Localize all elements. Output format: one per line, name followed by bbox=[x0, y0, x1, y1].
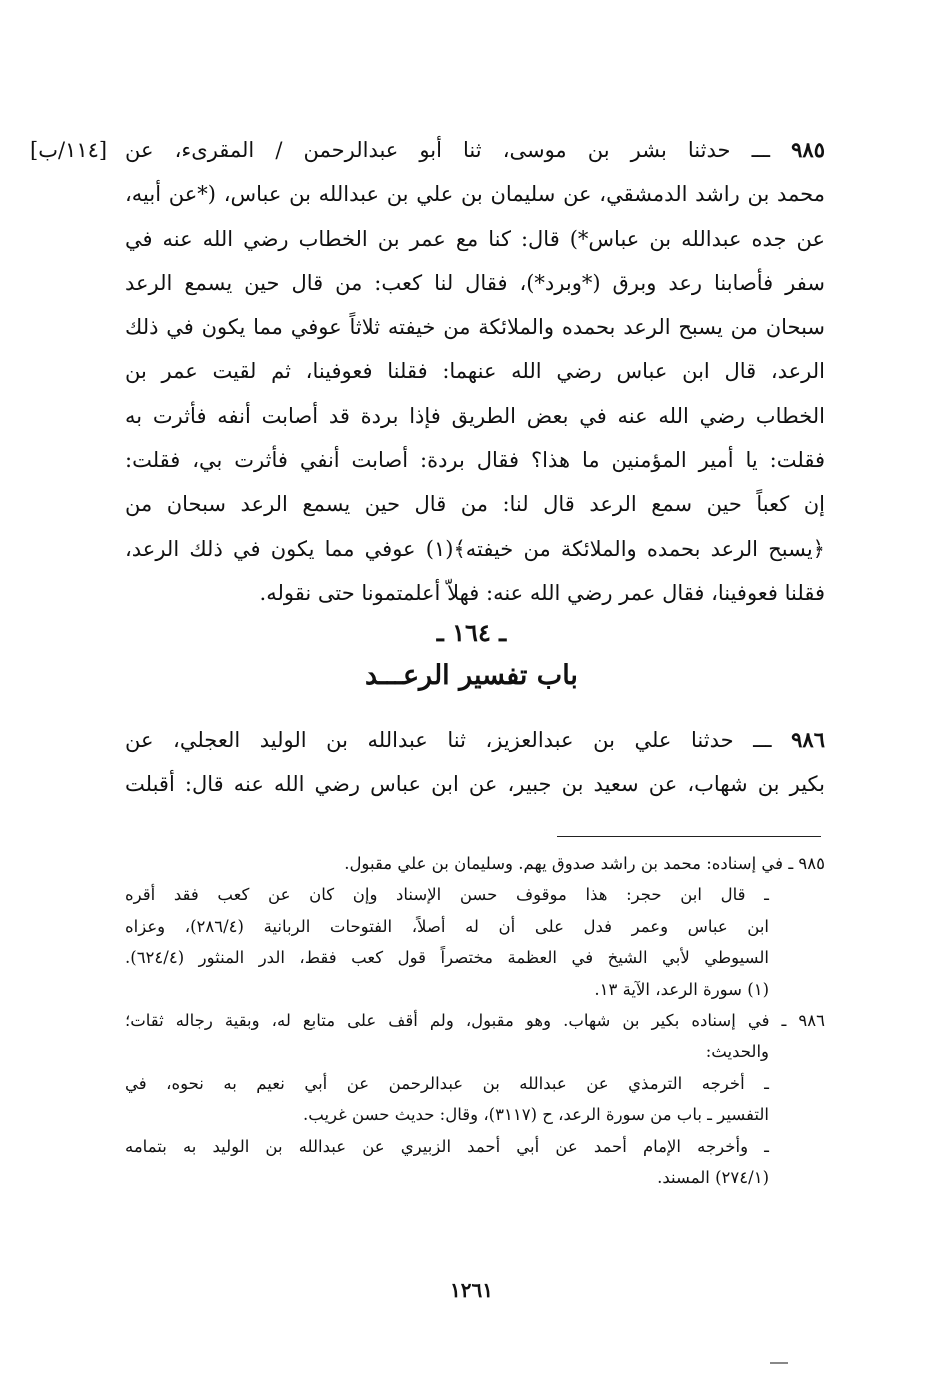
footnote-985-line: ـ قال ابن حجر: هذا موقوف حسن الإسناد وإن كان عن كعب فقد أقره bbox=[125, 885, 769, 905]
footnote-986-line: التفسير ـ باب من سورة الرعد، ح (٣١١٧)، وقال: حديث حسن غريب. bbox=[303, 1105, 769, 1125]
hadith-985-line: سبحان من يسبح الرعد بحمده والملائكة من خيفته ثلاثاً عوفي مما يكون في ذلك bbox=[125, 315, 825, 340]
hadith-985-line: فقلت: يا أمير المؤمنين ما هذا؟ فقال بردة: أصابت أنفي فأثرت بي، فقلت: bbox=[125, 448, 825, 473]
page-number: ١٢٦١ bbox=[450, 1278, 493, 1302]
manuscript-folio-ref: [١١٤/ب] bbox=[30, 138, 108, 162]
hadith-985-line: الرعد، قال ابن عباس رضي الله عنهما: فقلنا فعوفينا، ثم لقيت عمر بن bbox=[125, 359, 825, 384]
footnote-986-line: ٩٨٦ ـ في إسناده بكير بن شهاب. وهو مقبول، ولم أقف على متابع له، وبقية رجاله ثقات؛ bbox=[125, 1011, 825, 1031]
chapter-title: باب تفسير الرعـــد bbox=[365, 660, 578, 691]
footnote-divider bbox=[557, 836, 821, 837]
footnote-986-line: (٢٧٤/١) المسند. bbox=[657, 1168, 769, 1188]
hadith-985-line: سفر فأصابنا رعد وبرق (*وبرد*)، فقال لنا كعب: من قال حين يسمع الرعد bbox=[125, 270, 825, 295]
footnote-986-line: والحديث: bbox=[705, 1042, 769, 1062]
hadith-985-line: إن كعباً حين سمع الرعد قال لنا: من قال حين يسمع الرعد سبحان من bbox=[125, 492, 825, 517]
hadith-985-line: ﴿يسبح الرعد بحمده والملائكة من خيفته﴾(١) عوفي مما يكون في ذلك الرعد، bbox=[125, 536, 825, 561]
scan-mark bbox=[770, 1362, 788, 1364]
footnote-985-line: ٩٨٥ ـ في إسناده: محمد بن راشد صدوق يهم. وسليمان بن علي مقبول. bbox=[344, 854, 825, 873]
hadith-986-number: ٩٨٦ bbox=[791, 727, 825, 752]
footnote-986-label: ٩٨٦ ـ bbox=[781, 1011, 825, 1031]
hadith-985-dash: ـــ bbox=[751, 138, 771, 162]
chapter-number: ـ ١٦٤ ـ bbox=[436, 618, 507, 647]
hadith-985-number: ٩٨٥ bbox=[791, 137, 825, 162]
hadith-985-line: ٩٨٥ ـــ حدثنا بشر بن موسى، ثنا أبو عبدالرحمن / المقرىء، عن bbox=[125, 137, 825, 162]
hadith-986-line: بكير بن شهاب، عن سعيد بن جبير، عن ابن عباس رضي الله عنه قال: أقبلت bbox=[125, 772, 825, 797]
hadith-986-line: ٩٨٦ ـــ حدثنا علي بن عبدالعزيز، ثنا عبدالله بن الوليد العجلي، عن bbox=[125, 727, 825, 752]
footnote-985-line: ابن عباس وعمر فدل على أن له أصلاً، الفتوحات الربانية (٢٨٦/٤)، وعزاه bbox=[125, 916, 770, 936]
hadith-985-line: الخطاب رضي الله عنه في بعض الطريق فإذا بردة قد أصابت أنفه فأثرت به bbox=[125, 403, 825, 428]
hadith-985-line: عن جده عبدالله بن عباس*) قال: كنا مع عمر بن الخطاب رضي الله عنه في bbox=[125, 226, 825, 251]
footnote-985-label: ٩٨٥ ـ bbox=[788, 854, 825, 873]
hadith-985-line: فقلنا فعوفينا، فقال عمر رضي الله عنه: فهلاّ أعلمتمونا حتى نقوله. bbox=[259, 580, 825, 605]
footnote-ref-1: (١) سورة الرعد، الآية ١٣. bbox=[594, 979, 769, 999]
hadith-986-text bbox=[125, 718, 825, 807]
footnote-986-line: ـ وأخرجه الإمام أحمد عن أبي أحمد الزبيري عن عبدالله بن الوليد به بتمامه bbox=[125, 1136, 769, 1156]
hadith-985-line: محمد بن راشد الدمشقي، عن سليمان بن علي بن عبدالله بن عباس، (*عن أبيه، bbox=[125, 182, 825, 207]
footnote-986-line: ـ أخرجه الترمذي عن عبدالله بن عبدالرحمن عن أبي نعيم به نحوه، في bbox=[125, 1073, 769, 1093]
hadith-985-text bbox=[125, 128, 825, 615]
footnote-985-line: السيوطي لأبي الشيخ في العظمة مختصراً قول كعب فقط، الدر المنثور (٦٢٤/٤). bbox=[125, 948, 769, 968]
hadith-986-dash: ـــ bbox=[753, 728, 772, 752]
footnotes bbox=[125, 848, 825, 1193]
